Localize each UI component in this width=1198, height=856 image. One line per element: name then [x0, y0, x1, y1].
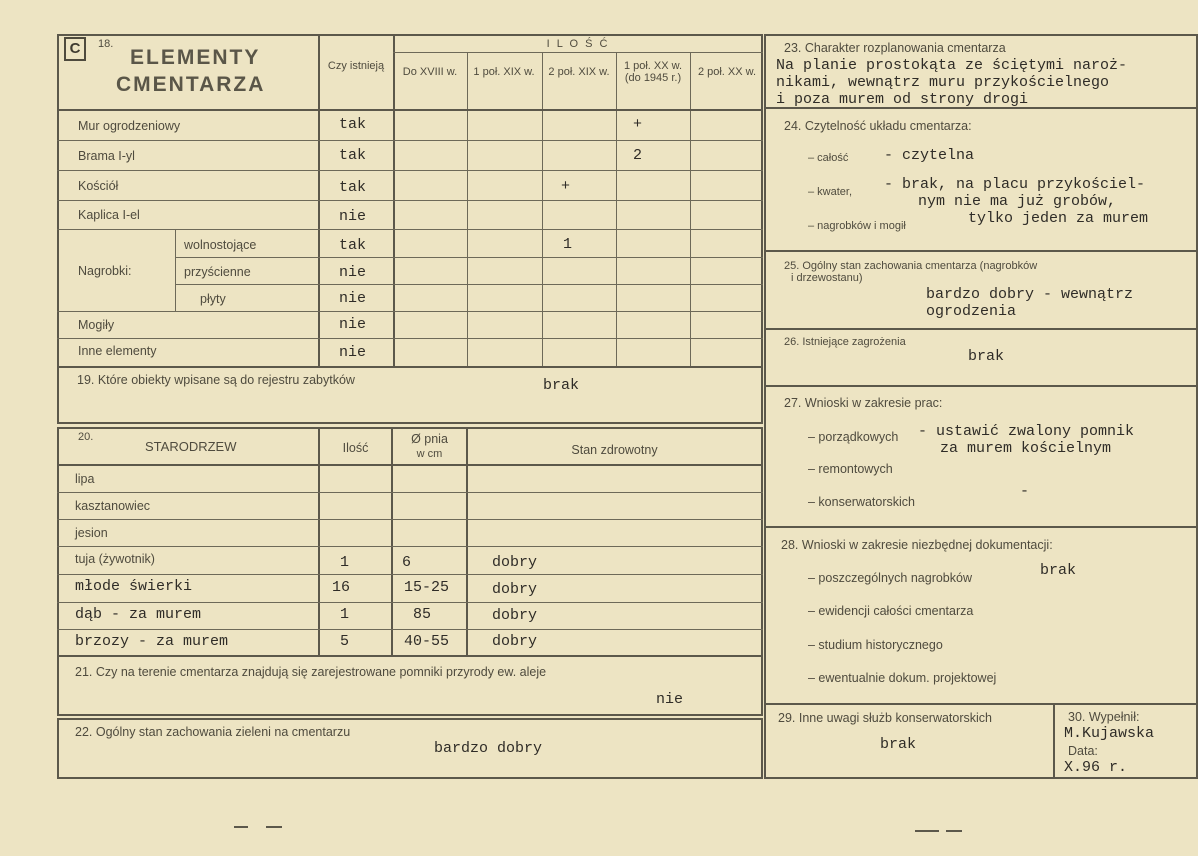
tree-name: lipa — [75, 472, 95, 486]
exists-value: tak — [339, 147, 367, 164]
tree-name: jesion — [75, 526, 108, 540]
s25-label: 25. Ogólny stan zachowania cmentarza (nagrobków — [784, 260, 1038, 272]
s28-item: – ewidencji całości cmentarza — [808, 604, 974, 618]
row-label: Brama I-yl — [78, 149, 135, 163]
s26-label: 26. Istniejące zagrożenia — [784, 336, 906, 348]
exists-value: tak — [339, 237, 367, 254]
s23-line: nikami, wewnątrz muru przykościelnego — [776, 74, 1110, 91]
row-label: Kościół — [78, 179, 119, 193]
s28-value: brak — [1040, 562, 1077, 579]
s18-row-line — [57, 170, 763, 171]
s28-item: – poszczególnych nagrobków — [808, 571, 972, 585]
row-label: przyścienne — [184, 265, 251, 279]
s29-label: 29. Inne uwagi służb konserwatorskich — [778, 711, 993, 725]
s22-value: bardzo dobry — [434, 740, 543, 757]
s20-col-qty: Ilość — [342, 441, 369, 455]
s20-title: STARODRZEW — [145, 439, 237, 454]
nagrobki-split — [175, 229, 176, 311]
s25-label: i drzewostanu) — [791, 272, 863, 284]
exists-value: tak — [339, 179, 367, 196]
s20-col-line — [391, 427, 393, 657]
pen-mark — [915, 830, 939, 832]
s18-number: 18. — [98, 38, 114, 50]
s23-line: i poza murem od strony drogi — [776, 91, 1029, 108]
row-label: Mogiły — [78, 318, 115, 332]
s18-row-line — [175, 257, 763, 258]
exists-value: tak — [339, 116, 367, 133]
row-label: płyty — [200, 292, 226, 306]
qty-cell: 1 — [563, 236, 573, 253]
s25-value: bardzo dobry - wewnątrz — [926, 286, 1134, 303]
s18-row-line — [57, 338, 763, 339]
qty-cell: + — [561, 178, 571, 195]
s20-col-line — [318, 427, 320, 657]
s20-row-line — [57, 519, 763, 520]
s24-nagrobkow: – nagrobków i mogił — [808, 220, 906, 232]
s18-header-split — [393, 52, 763, 53]
s27-label: 27. Wnioski w zakresie prac: — [784, 396, 943, 410]
exists-value: nie — [339, 290, 367, 307]
s19-label: 19. Które obiekty wpisane są do rejestru zabytków — [77, 373, 355, 387]
s20-col-state: Stan zdrowotny — [571, 443, 658, 457]
tree-name: dąb - za murem — [75, 606, 202, 623]
tree-name: młode świerki — [75, 578, 193, 595]
s27-item: – konserwatorskich — [808, 495, 915, 509]
s27-item: – remontowych — [808, 462, 893, 476]
s21-label: 21. Czy na terenie cmentarza znajdują się zarejestrowane pomniki przyrody ew. aleje — [75, 665, 547, 679]
row-label: Mur ogrodzeniowy — [78, 119, 181, 133]
s28-item: – studium historycznego — [808, 638, 943, 652]
period-header-5: 2 poł. XX w. — [697, 66, 757, 78]
tree-name: kasztanowiec — [75, 499, 151, 513]
s18-title-line1: ELEMENTY — [130, 46, 261, 69]
s29-value: brak — [880, 736, 917, 753]
s18-header-bottom — [57, 109, 763, 111]
tree-dia: 85 — [413, 606, 432, 623]
s24-nagrobkow-value: tylko jeden za murem — [968, 210, 1149, 227]
pen-mark — [946, 830, 962, 832]
ilosc-header: I L O Ś Ć — [546, 38, 610, 50]
s20-col-line — [466, 427, 468, 657]
exists-value: nie — [339, 208, 367, 225]
tree-qty: 1 — [340, 554, 350, 571]
s24-label: 24. Czytelność układu cmentarza: — [784, 119, 972, 133]
period-header-2: 1 poł. XIX w. — [473, 66, 535, 78]
exists-value: nie — [339, 316, 367, 333]
s23-label: 23. Charakter rozplanowania cmentarza — [784, 41, 1006, 55]
s18-row-line — [175, 284, 763, 285]
tree-state: dobry — [492, 607, 538, 624]
row-label: wolnostojące — [184, 238, 257, 252]
period-header-4: 1 poł. XX w. (do 1945 r.) — [623, 60, 683, 84]
s30-label: 30. Wypełnił: — [1068, 710, 1140, 724]
section-letter-box: C — [64, 37, 86, 61]
period-header-1: Do XVIII w. — [402, 66, 458, 78]
s26-value: brak — [968, 348, 1005, 365]
s24-calosc: – całość — [808, 152, 849, 164]
tree-qty: 1 — [340, 606, 350, 623]
tree-state: dobry — [492, 633, 538, 650]
s23-line: Na planie prostokąta ze ściętymi naroż- — [776, 57, 1128, 74]
s18-col-line — [690, 52, 691, 368]
s20-row-line — [57, 602, 763, 603]
s27-value: za murem kościelnym — [940, 440, 1112, 457]
row-label: Kaplica I-el — [78, 208, 140, 222]
tree-name: tuja (żywotnik) — [75, 552, 155, 566]
tree-state: dobry — [492, 581, 538, 598]
s24-kwater-value: nym nie ma już grobów, — [918, 193, 1117, 210]
period-header-3: 2 poł. XIX w. — [548, 66, 610, 78]
s30-date-label: Data: — [1068, 744, 1098, 758]
s22-label: 22. Ogólny stan zachowania zieleni na cmentarzu — [75, 725, 351, 739]
row-label: Inne elementy — [78, 344, 157, 358]
s18-row-line — [57, 229, 763, 230]
tree-qty: 5 — [340, 633, 350, 650]
s21-value: nie — [656, 691, 684, 708]
s28-item: – ewentualnie dokum. projektowej — [808, 671, 997, 685]
s20-row-line — [57, 629, 763, 630]
s20-header-bottom — [57, 464, 763, 466]
tree-dia: 6 — [402, 554, 412, 571]
s18-row-line — [57, 200, 763, 201]
s20-number: 20. — [78, 431, 94, 443]
s18-title-line2: CMENTARZA — [116, 73, 266, 96]
s19-value: brak — [543, 377, 580, 394]
exists-value: nie — [339, 344, 367, 361]
qty-cell: 2 — [633, 147, 643, 164]
s27-dash: - — [1020, 483, 1030, 500]
nagrobki-label: Nagrobki: — [78, 264, 132, 278]
s28-label: 28. Wnioski w zakresie niezbędnej dokumentacji: — [781, 538, 1053, 552]
exists-value: nie — [339, 264, 367, 281]
s30-date: X.96 r. — [1064, 759, 1128, 776]
tree-dia: 40-55 — [404, 633, 450, 650]
s18-row-line — [57, 311, 763, 312]
qty-cell: + — [633, 116, 643, 133]
s30-name: M.Kujawska — [1064, 725, 1155, 742]
tree-state: dobry — [492, 554, 538, 571]
s24-kwater-value: - brak, na placu przykościel- — [884, 176, 1146, 193]
s18-col-line — [318, 34, 320, 368]
s20-col-dia-unit: w cm — [416, 448, 443, 460]
s20-col-dia: Ø pnia — [411, 432, 448, 446]
s24-calosc-value: - czytelna — [884, 147, 975, 164]
s18-col-line — [616, 52, 617, 368]
s18-col-line — [467, 52, 468, 368]
s18-col-line — [542, 52, 543, 368]
s18-row-line — [57, 140, 763, 141]
s18-col-line — [393, 34, 395, 368]
s27-item: – porządkowych — [808, 430, 899, 444]
pen-mark — [234, 826, 248, 828]
s24-kwater: – kwater, — [808, 186, 853, 198]
tree-name: brzozy - za murem — [75, 633, 229, 650]
s20-row-line — [57, 546, 763, 547]
s27-value: - ustawić zwalony pomnik — [918, 423, 1135, 440]
s20-row-line — [57, 574, 763, 575]
s20-row-line — [57, 492, 763, 493]
tree-qty: 16 — [332, 579, 351, 596]
exists-header: Czy istnieją — [327, 60, 385, 72]
pen-mark — [266, 826, 282, 828]
tree-dia: 15-25 — [404, 579, 450, 596]
s25-value: ogrodzenia — [926, 303, 1017, 320]
